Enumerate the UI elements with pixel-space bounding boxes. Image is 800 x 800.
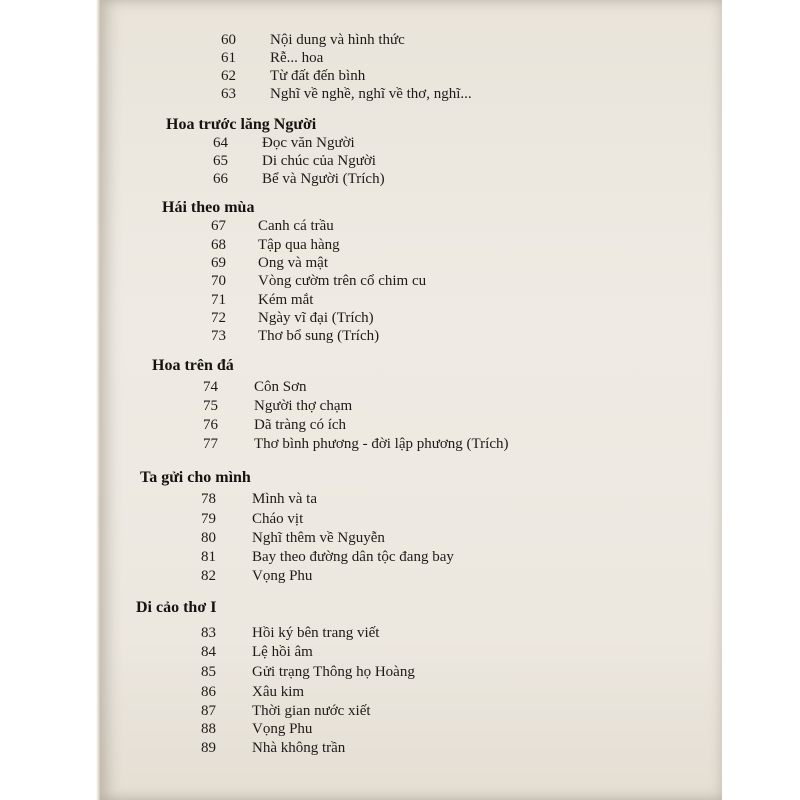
entry-title: Bay theo đường dân tộc đang bay — [252, 549, 454, 565]
entry-title: Rễ... hoa — [270, 50, 324, 66]
entry-title: Đọc văn Người — [262, 135, 355, 151]
toc-entry — [166, 643, 780, 662]
entry-number: 74 — [203, 379, 218, 395]
entry-number: 62 — [221, 68, 236, 84]
toc-entry — [166, 702, 780, 721]
entry-title: Ong và mật — [258, 255, 328, 271]
entry-number: 80 — [201, 530, 216, 546]
entry-title: Xâu kim — [252, 684, 305, 700]
entry-number: 75 — [203, 398, 218, 414]
entry-title: Côn Sơn — [254, 379, 307, 395]
entry-number: 82 — [201, 568, 216, 584]
entry-number: 78 — [201, 491, 216, 507]
toc-entry — [192, 291, 776, 310]
toc-entry — [192, 217, 776, 236]
toc-entry — [166, 663, 780, 682]
toc-entry — [208, 31, 784, 50]
entry-number: 83 — [201, 625, 216, 641]
entry-number: 73 — [211, 328, 226, 344]
entry-title: Vòng cườm trên cổ chim cu — [258, 273, 427, 289]
toc-entry — [174, 529, 780, 548]
entry-title: Thời gian nước xiết — [252, 703, 371, 719]
entry-number: 68 — [211, 237, 226, 253]
entry-title: Dã tràng có ích — [254, 417, 347, 433]
entry-title: Mình và ta — [252, 491, 317, 507]
toc-entry — [192, 272, 776, 291]
entry-title: Nội dung và hình thức — [270, 32, 405, 48]
entry-title: Nhà không trần — [252, 740, 346, 756]
entry-number: 88 — [201, 721, 216, 737]
entry-title: Người thợ chạm — [254, 398, 353, 414]
toc-entry — [192, 327, 776, 346]
entry-title: Vọng Phu — [252, 721, 313, 737]
entry-title: Lệ hồi âm — [252, 644, 313, 660]
entry-title: Kém mắt — [258, 292, 314, 308]
entry-number: 72 — [211, 310, 226, 326]
entry-number: 87 — [201, 703, 216, 719]
entry-title: Thơ bình phương - đời lập phương (Trích) — [254, 436, 509, 452]
section-heading: Hoa trên đá — [152, 357, 234, 374]
entry-number: 89 — [201, 740, 216, 756]
toc-entry — [174, 567, 780, 586]
entry-title: Bể và Người (Trích) — [262, 171, 385, 187]
entry-title: Hồi ký bên trang viết — [252, 625, 380, 641]
toc-entry — [198, 170, 774, 189]
section-heading: Ta gửi cho mình — [140, 469, 251, 486]
entry-number: 66 — [213, 171, 228, 187]
toc-entry — [174, 510, 780, 529]
toc-entry — [208, 49, 784, 68]
toc-entry — [192, 236, 776, 255]
toc-entry — [192, 254, 776, 273]
entry-number: 63 — [221, 86, 236, 102]
background-strip — [722, 0, 800, 800]
entry-number: 67 — [211, 218, 226, 234]
toc-entry — [182, 397, 778, 416]
toc-entry — [166, 624, 780, 643]
entry-number: 77 — [203, 436, 218, 452]
entry-number: 64 — [213, 135, 228, 151]
entry-number: 65 — [213, 153, 228, 169]
entry-number: 84 — [201, 644, 216, 660]
entry-title: Tập qua hàng — [258, 237, 340, 253]
entry-number: 60 — [221, 32, 236, 48]
entry-number: 70 — [211, 273, 226, 289]
entry-title: Gửi trạng Thông họ Hoàng — [252, 664, 415, 680]
toc-entry — [198, 152, 774, 171]
toc-entry — [166, 683, 780, 702]
toc-entry — [166, 720, 780, 739]
toc-entry — [174, 548, 780, 567]
toc-entry — [208, 67, 784, 86]
entry-number: 76 — [203, 417, 218, 433]
entry-title: Canh cá trầu — [258, 218, 334, 234]
entry-title: Thơ bổ sung (Trích) — [258, 328, 380, 344]
section-heading: Di cảo thơ I — [136, 599, 217, 616]
entry-title: Từ đất đến bình — [270, 68, 366, 84]
toc-entry — [182, 378, 778, 397]
toc-entry — [198, 134, 774, 153]
toc-entry — [208, 85, 784, 104]
section-heading: Hoa trước lăng Người — [166, 116, 317, 133]
toc-entry — [182, 435, 778, 454]
entry-number: 85 — [201, 664, 216, 680]
entry-title: Cháo vịt — [252, 511, 304, 527]
entry-number: 71 — [211, 292, 226, 308]
toc-entry — [192, 309, 776, 328]
entry-title: Vọng Phu — [252, 568, 313, 584]
entry-number: 79 — [201, 511, 216, 527]
toc-page — [100, 0, 722, 800]
entry-number: 86 — [201, 684, 216, 700]
entry-title: Nghĩ về nghề, nghĩ về thơ, nghĩ... — [270, 86, 472, 102]
toc-entry — [174, 490, 780, 509]
toc-entry — [182, 416, 778, 435]
entry-number: 81 — [201, 549, 216, 565]
entry-title: Ngày vĩ đại (Trích) — [258, 310, 374, 326]
entry-title: Nghĩ thêm về Nguyễn — [252, 530, 385, 546]
entry-number: 69 — [211, 255, 226, 271]
entry-title: Di chúc của Người — [262, 153, 376, 169]
section-heading: Hái theo mùa — [162, 199, 255, 216]
toc-entry — [166, 739, 780, 758]
entry-number: 61 — [221, 50, 236, 66]
